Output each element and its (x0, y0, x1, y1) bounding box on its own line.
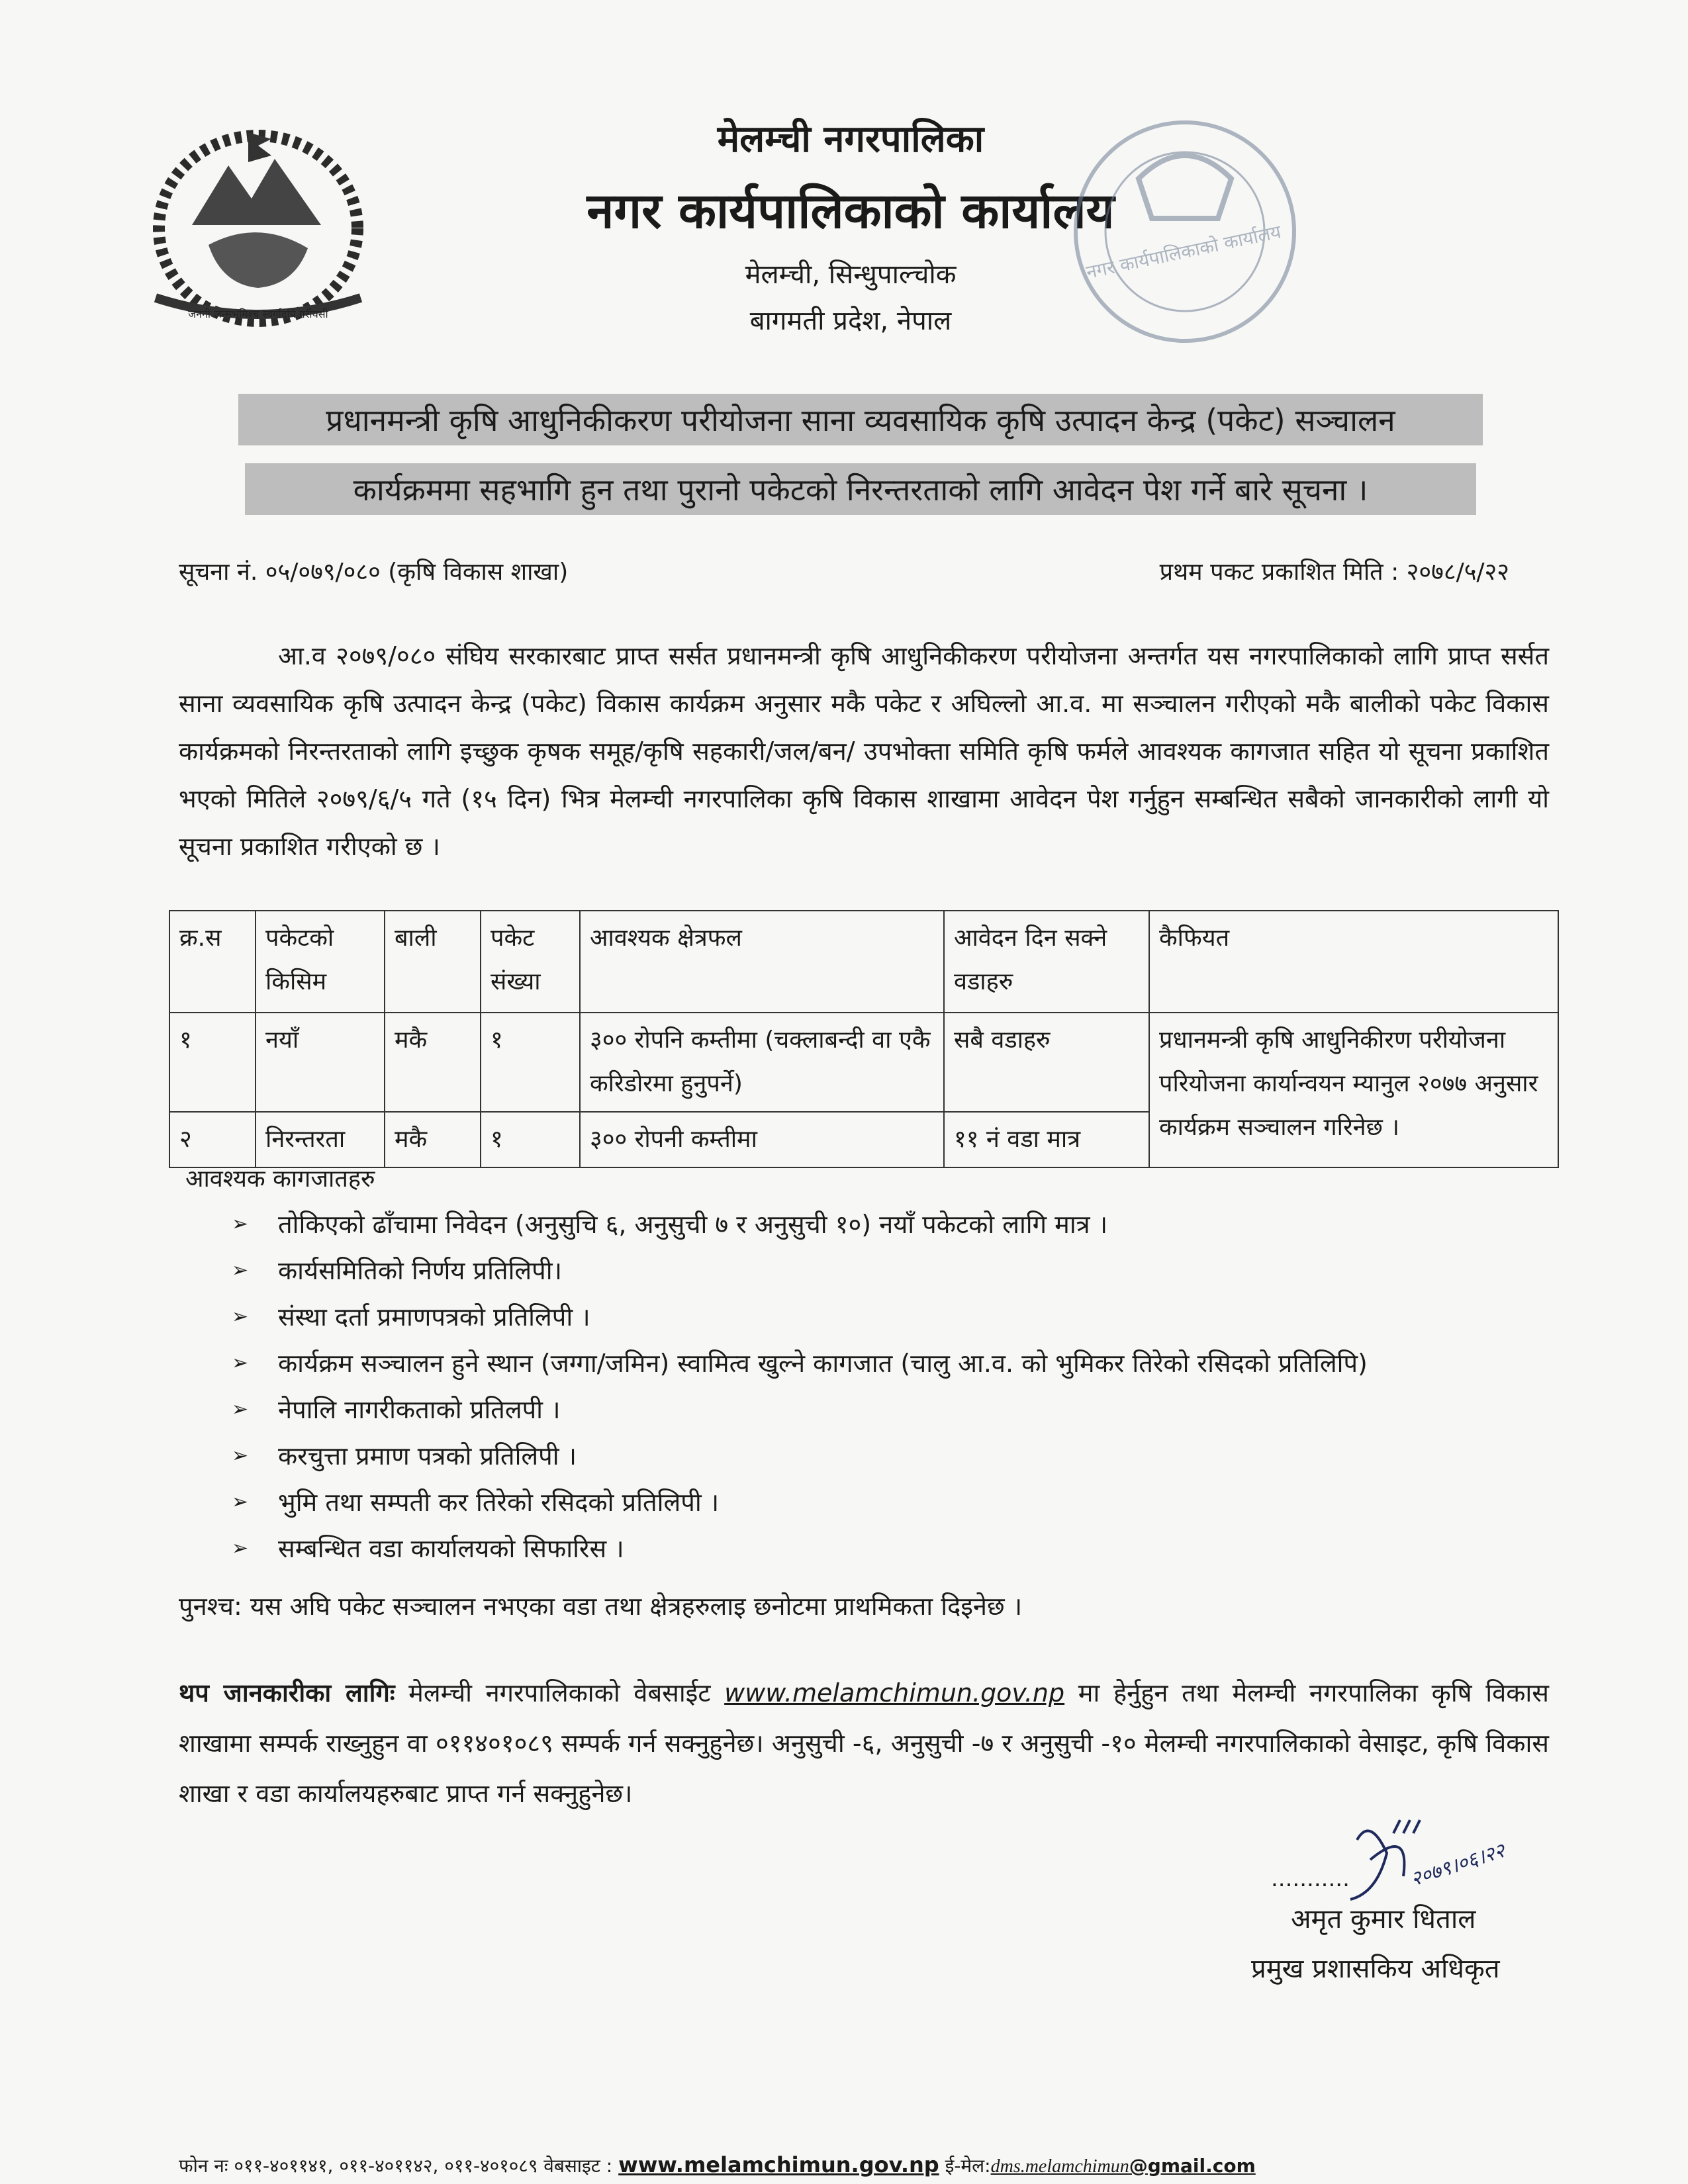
nepal-emblem-icon (129, 119, 387, 331)
list-item: ➢ कार्यक्रम सञ्चालन हुने स्थान (जग्गा/जमिन) स्वामित्व खुल्ने कागजात (चालु आ.व. को भुमिकर तिरेको रसिदको प्रतिलिपि) (232, 1340, 1523, 1387)
cell-sn: २ (169, 1112, 256, 1167)
footer-website-link[interactable]: www.melamchimun.gov.np (618, 2152, 939, 2177)
cell-sn: १ (169, 1013, 256, 1112)
address-line-1: मेलम्ची, सिन्धुपाल्चोक (745, 259, 957, 290)
cell-type: निरन्तरता (256, 1112, 385, 1167)
office-name: नगर कार्यपालिकाको कार्यालय (586, 183, 1115, 240)
cell-remarks: प्रधानमन्त्री कृषि आधुनिकीरण परीयोजना परियोजना कार्यान्वयन म्यानुल २०७७ अनुसार कार्यक्रम सञ्चालन गरिनेछ । (1149, 1013, 1558, 1167)
bullet-arrow-icon: ➢ (232, 1537, 249, 1560)
more-info-post: मा हेर्नुहुन तथा मेलम्ची नगरपालिका कृषि विकास शाखामा सम्पर्क राख्नुहुन वा ०११४०१०८९ सम्पर्क गर्न सक्नुहुनेछ। अनुसुची -६, अनुसुची -७ र अनुसुची -१० मेलम्ची नगरपालिकाको वेसाइट, कृषि विकास शाखा र वडा कार्यालयहरुबाट प्राप्त गर्न सक्नुहुनेछ। (179, 1678, 1549, 1808)
cell-count: १ (481, 1013, 580, 1112)
more-info (179, 1668, 1549, 1819)
bullet-arrow-icon: ➢ (232, 1259, 249, 1282)
notice-body: आ.व २०७९/०८० संघिय सरकारबाट प्राप्त सर्सत प्रधानमन्त्री कृषि आधुनिकीकरण परीयोजना अन्तर्गत यस नगरपालिकाको लागि प्राप्त सर्सत साना व्यवसायिक कृषि उत्पादन केन्द्र (पकेट) विकास कार्यक्रम अनुसार मकै पकेट र अघिल्लो आ.व. मा सञ्चालन गरीएको मकै बालीको पकेट विकास कार्यक्रमको निरन्तरताको लागि इच्छुक कृषक समूह/कृषि सहकारी/जल/बन/ उपभोक्ता समिति कृषि फर्मले आवश्यक कागजात सहित यो सूचना प्रकाशित भएको मितिले २०७९/६/५ गते (१५ दिन) भित्र मेलम्ची नगरपालिका कृषि विकास शाखामा आवेदन पेश गर्नुहुन सम्बन्धित सबैको जानकारीको लागी यो सूचना प्रकाशित गरीएको छ । (179, 641, 1549, 861)
list-item: ➢ तोकिएको ढाँचामा निवेदन (अनुसुचि ६, अनुसुची ७ र अनुसुची १०) नयाँ पकेटको लागि मात्र । (232, 1201, 1523, 1248)
footer-email-user[interactable]: dms.melamchimun (990, 2156, 1129, 2177)
more-info-pre: मेलम्ची नगरपालिकाको वेबसाईट (408, 1678, 711, 1707)
list-item: ➢ सम्बन्धित वडा कार्यालयको सिफारिस । (232, 1525, 1523, 1572)
bullet-arrow-icon: ➢ (232, 1305, 249, 1328)
emblem-motto: जननी जन्मभूमिश्च स्वर्गादपि गरीयसी (188, 308, 328, 320)
col-count: पकेट संख्या (481, 911, 580, 1013)
address-line-2: बागमती प्रदेश, नेपाल (749, 306, 952, 336)
col-crop: बाली (385, 911, 481, 1013)
svg-text:२०७९।०६।२२: २०७९।०६।२२ (1407, 1839, 1508, 1891)
bullet-arrow-icon: ➢ (232, 1444, 249, 1467)
list-item: ➢ संस्था दर्ता प्रमाणपत्रको प्रतिलिपी । (232, 1294, 1523, 1340)
cell-crop: मकै (385, 1112, 481, 1167)
col-wards: आवेदन दिन सक्ने वडाहरु (944, 911, 1149, 1013)
col-remarks: कैफियत (1149, 911, 1558, 1013)
table-row (169, 1013, 1558, 1112)
more-info-label: थप जानकारीका लागिः (179, 1678, 395, 1707)
cell-area: ३०० रोपनि कम्तीमा (चक्लाबन्दी वा एकै करिडोरमा हुनुपर्ने) (580, 1013, 944, 1112)
footer-phones: फोन नः ०११-४०११४१, ०११-४०११४२, ०११-४०१०८९ वेबसाइट : (179, 2155, 613, 2177)
postscript: पुनश्च: यस अघि पकेट सञ्चालन नभएका वडा तथा क्षेत्रहरुलाइ छनोटमा प्राथमिकता दिइनेछ । (179, 1592, 1023, 1621)
bullet-arrow-icon: ➢ (232, 1398, 249, 1421)
cell-wards: सबै वडाहरु (944, 1013, 1149, 1112)
cell-type: नयाँ (256, 1013, 385, 1112)
footer (179, 2152, 1256, 2178)
website-link[interactable]: www.melamchimun.gov.np (724, 1678, 1065, 1707)
cell-wards: ११ नं वडा मात्र (944, 1112, 1149, 1167)
signatory-name: अमृत कुमार धिताल (1291, 1904, 1476, 1934)
bullet-arrow-icon: ➢ (232, 1490, 249, 1514)
publication-date: प्रथम पकट प्रकाशित मिति : २०७८/५/२२ (1159, 559, 1509, 586)
office-seal-icon (1066, 106, 1304, 357)
list-item: ➢ कार्यसमितिको निर्णय प्रतिलिपी। (232, 1248, 1523, 1294)
svg-text:...........: ........... (1271, 1866, 1350, 1892)
svg-text:नगर कार्यपालिकाको कार्यालय: नगर कार्यपालिकाको कार्यालय (1084, 220, 1284, 284)
col-type: पकेटको किसिम (256, 911, 385, 1013)
pocket-table (169, 910, 1559, 1168)
col-sn: क्र.स (169, 911, 256, 1013)
notice-number: सूचना नं. ०५/०७९/०८० (कृषि विकास शाखा) (179, 559, 569, 586)
col-area: आवश्यक क्षेत्रफल (580, 911, 944, 1013)
title-line-2: कार्यक्रममा सहभागि हुन तथा पुरानो पकेटको निरन्तरताको लागि आवेदन पेश गर्ने बारे सूचना । (245, 463, 1476, 515)
footer-email-label: ई-मेल: (945, 2155, 991, 2177)
bullet-arrow-icon: ➢ (232, 1351, 249, 1375)
list-item: ➢ नेपालि नागरीकताको प्रतिलपी । (232, 1387, 1523, 1433)
list-item: ➢ भुमि तथा सम्पती कर तिरेको रसिदको प्रतिलिपी । (232, 1479, 1523, 1525)
table-header-row (169, 911, 1558, 1013)
required-docs-heading: आवश्यक कागजातहरु (185, 1165, 375, 1193)
required-docs-list (232, 1201, 1523, 1572)
cell-crop: मकै (385, 1013, 481, 1112)
municipality-name: मेलम्ची नगरपालिका (717, 118, 984, 161)
cell-count: १ (481, 1112, 580, 1167)
footer-email-domain[interactable]: @gmail.com (1129, 2155, 1256, 2177)
list-item: ➢ करचुत्ता प्रमाण पत्रको प्रतिलिपी । (232, 1433, 1523, 1479)
cell-area: ३०० रोपनी कम्तीमा (580, 1112, 944, 1167)
signatory-title: प्रमुख प्रशासकिय अधिकृत (1251, 1954, 1500, 1984)
title-line-1: प्रधानमन्त्री कृषि आधुनिकीकरण परीयोजना साना व्यवसायिक कृषि उत्पादन केन्द्र (पकेट) सञ्चालन (238, 394, 1483, 445)
bullet-arrow-icon: ➢ (232, 1212, 249, 1236)
